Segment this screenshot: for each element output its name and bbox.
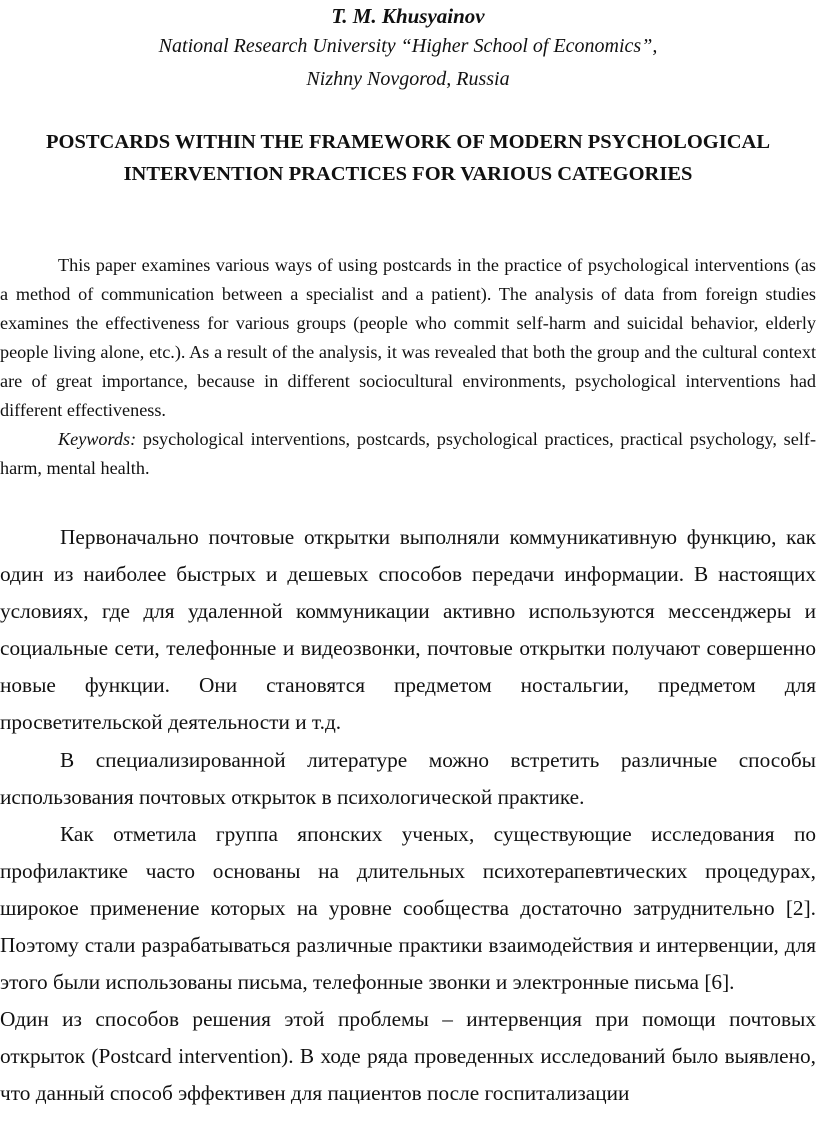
abstract-text: This paper examines various ways of using postcards in the practice of psychological interventions (as a method of communication between a specialist and a patient). The analysis of data from foreign studies examines the effectiveness for various groups (people who commit self-harm and suicidal behavior, elderly people living alone, etc.). As a result of the analysis, it was revealed that both the group and the cultural context are of great importance, because in different sociocultural environments, psychological interventions had different effectiveness.: [0, 255, 816, 420]
affiliation-line-1: National Research University “Higher School of Economics”,: [158, 35, 658, 57]
body-paragraph: Первоначально почтовые открытки выполняли коммуникативную функцию, как один из наиболее быстрых и дешевых способов передачи информации. В настоящих условиях, где для удаленной коммуникации активно используются мессенджеры и социальные сети, телефонные и видеозвонки, почтовые открытки получают совершенно новые функции. Они становятся предметом ностальгии, предметом для просветительской деятельности и т.д.: [0, 525, 816, 735]
body-paragraph: В специализированной литературе можно встретить различные способы использования почтовых открыток в психологической практике.: [0, 747, 816, 809]
author-name: T. M. Khusyainov: [331, 4, 485, 28]
keywords-list: psychological interventions, postcards, psychological practices, practical psychology, self-harm, mental health.: [0, 429, 816, 478]
keywords-label: Keywords:: [58, 429, 137, 449]
body-paragraph: Как отметила группа японских ученых, существующие исследования по профилактике часто основаны на длительных психотерапевтических процедурах, широкое применение которых на уровне сообщества достаточно затруднительно [2]. Поэтому стали разрабатываться различные практики взаимодействия и интервенции, для этого были использованы письма, телефонные звонки и электронные письма [6].: [0, 821, 816, 995]
keywords-paragraph: [0, 425, 816, 483]
abstract-section: [0, 251, 816, 483]
body-text: [0, 519, 816, 1113]
body-paragraph: Один из способов решения этой проблемы – интервенция при помощи почтовых открыток (Postcard intervention). В ходе ряда проведенных исследований было выявлено, что данный способ эффективен для пациентов после госпитализации: [0, 1007, 816, 1106]
affiliation-line-2: Nizhny Novgorod, Russia: [306, 68, 510, 90]
paper-title: POSTCARDS WITHIN THE FRAMEWORK OF MODERN PSYCHOLOGICAL INTERVENTION PRACTICES FOR VARIOUS CATEGORIES: [45, 131, 771, 185]
